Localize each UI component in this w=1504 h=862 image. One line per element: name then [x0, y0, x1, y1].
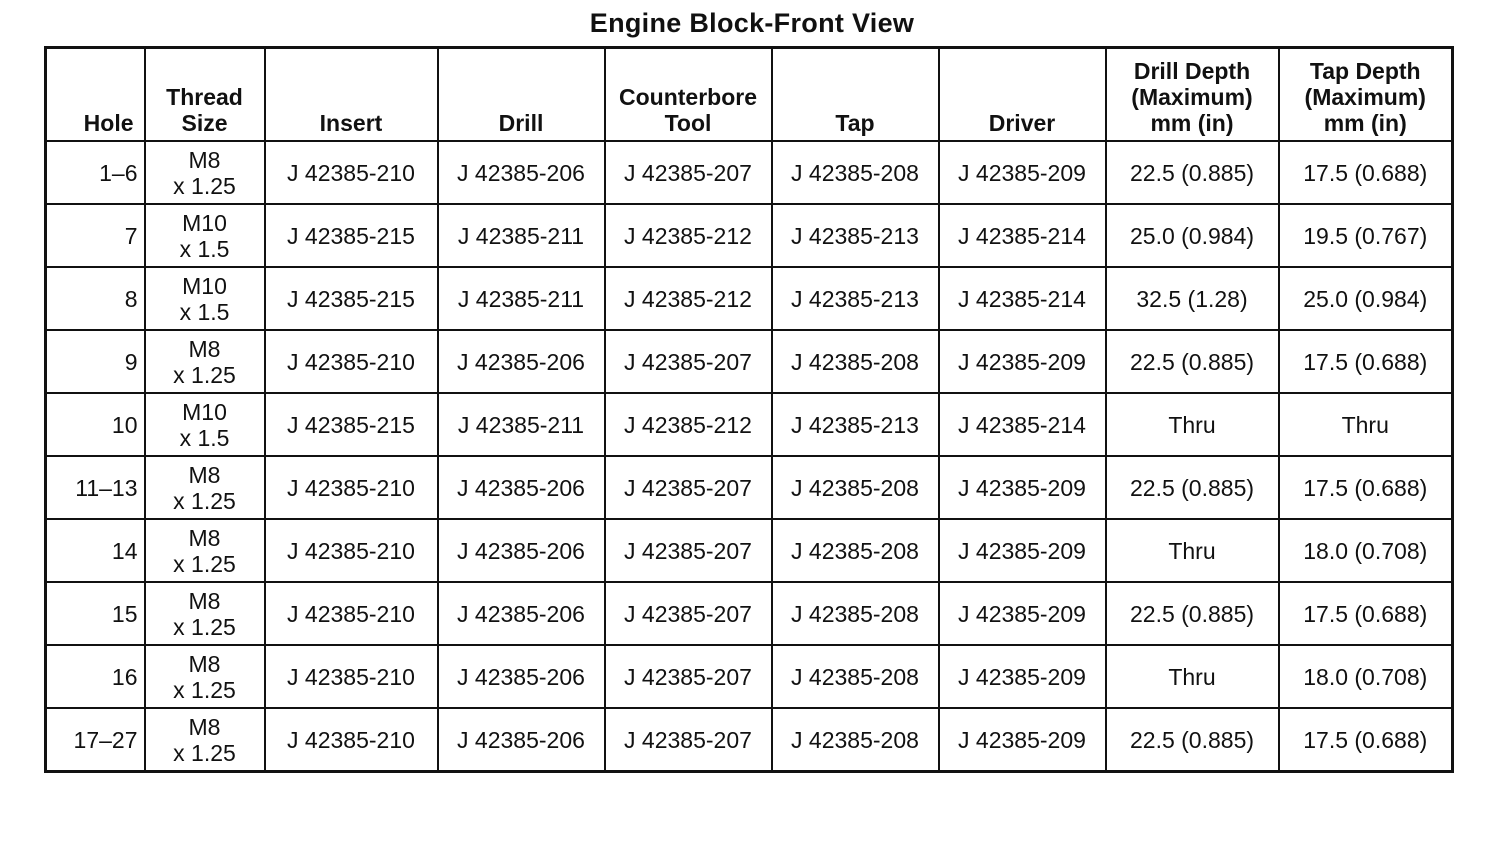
thread-size-line: M8	[188, 461, 221, 488]
cell-tap: J 42385-208	[772, 519, 939, 582]
cell-insert: J 42385-210	[265, 456, 438, 519]
cell-insert: J 42385-210	[265, 708, 438, 772]
thread-size-line: x 1.5	[179, 235, 230, 262]
cell-tap-depth: Thru	[1279, 393, 1453, 456]
table-row	[46, 519, 1453, 582]
cell-thread	[145, 582, 265, 645]
thread-size-line: x 1.25	[173, 172, 236, 199]
cell-tap: J 42385-213	[772, 267, 939, 330]
cell-drill: J 42385-206	[438, 582, 605, 645]
cell-driver: J 42385-209	[939, 330, 1106, 393]
cell-insert: J 42385-215	[265, 393, 438, 456]
cell-drill-depth: Thru	[1106, 645, 1279, 708]
column-header-tap: Tap	[772, 48, 939, 142]
cell-hole: 11–13	[46, 456, 145, 519]
cell-drill-depth: 22.5 (0.885)	[1106, 330, 1279, 393]
cell-insert: J 42385-210	[265, 141, 438, 204]
thread-size-line: M8	[188, 650, 221, 677]
thread-size-line: x 1.5	[179, 298, 230, 325]
table-row	[46, 393, 1453, 456]
cell-insert: J 42385-215	[265, 267, 438, 330]
cell-insert: J 42385-210	[265, 519, 438, 582]
cell-counterbore: J 42385-212	[605, 393, 772, 456]
cell-tap: J 42385-208	[772, 708, 939, 772]
cell-hole: 9	[46, 330, 145, 393]
thread-size-line: x 1.25	[173, 361, 236, 388]
column-header-hole: Hole	[46, 48, 145, 142]
thread-size-line: x 1.25	[173, 487, 236, 514]
cell-hole: 10	[46, 393, 145, 456]
cell-drill: J 42385-206	[438, 330, 605, 393]
table-body	[46, 141, 1453, 772]
column-header-insert: Insert	[265, 48, 438, 142]
table-row	[46, 456, 1453, 519]
cell-drill: J 42385-211	[438, 204, 605, 267]
thread-size-line: M8	[188, 524, 221, 551]
cell-drill: J 42385-206	[438, 519, 605, 582]
thread-size-line: x 1.5	[179, 424, 230, 451]
cell-driver: J 42385-214	[939, 267, 1106, 330]
cell-drill-depth: Thru	[1106, 519, 1279, 582]
table-row	[46, 204, 1453, 267]
cell-driver: J 42385-209	[939, 582, 1106, 645]
thread-size-line: x 1.25	[173, 676, 236, 703]
cell-driver: J 42385-209	[939, 645, 1106, 708]
cell-thread	[145, 456, 265, 519]
cell-hole: 14	[46, 519, 145, 582]
cell-tap: J 42385-213	[772, 204, 939, 267]
cell-tap-depth: 17.5 (0.688)	[1279, 141, 1453, 204]
cell-drill-depth: 22.5 (0.885)	[1106, 141, 1279, 204]
table-row	[46, 141, 1453, 204]
cell-drill: J 42385-206	[438, 708, 605, 772]
thread-size-line: M10	[182, 272, 227, 299]
cell-driver: J 42385-209	[939, 708, 1106, 772]
cell-driver: J 42385-209	[939, 456, 1106, 519]
column-header-driver: Driver	[939, 48, 1106, 142]
cell-driver: J 42385-209	[939, 519, 1106, 582]
cell-hole: 7	[46, 204, 145, 267]
header-row	[46, 48, 1453, 142]
cell-insert: J 42385-210	[265, 582, 438, 645]
cell-counterbore: J 42385-207	[605, 582, 772, 645]
cell-tap-depth: 18.0 (0.708)	[1279, 645, 1453, 708]
cell-counterbore: J 42385-207	[605, 519, 772, 582]
cell-counterbore: J 42385-207	[605, 141, 772, 204]
cell-insert: J 42385-210	[265, 330, 438, 393]
cell-tap-depth: 18.0 (0.708)	[1279, 519, 1453, 582]
cell-tap-depth: 17.5 (0.688)	[1279, 330, 1453, 393]
thread-size-line: M10	[182, 398, 227, 425]
cell-counterbore: J 42385-212	[605, 267, 772, 330]
cell-hole: 1–6	[46, 141, 145, 204]
cell-drill-depth: Thru	[1106, 393, 1279, 456]
cell-thread	[145, 645, 265, 708]
thread-size-line: x 1.25	[173, 550, 236, 577]
cell-hole: 15	[46, 582, 145, 645]
cell-counterbore: J 42385-207	[605, 330, 772, 393]
cell-tap: J 42385-208	[772, 645, 939, 708]
column-header-tap-depth: Tap Depth (Maximum) mm (in)	[1279, 48, 1453, 142]
cell-drill-depth: 25.0 (0.984)	[1106, 204, 1279, 267]
cell-thread	[145, 519, 265, 582]
cell-hole: 17–27	[46, 708, 145, 772]
table-row	[46, 330, 1453, 393]
cell-thread	[145, 708, 265, 772]
cell-tap: J 42385-208	[772, 456, 939, 519]
thread-size-line: x 1.25	[173, 739, 236, 766]
cell-hole: 16	[46, 645, 145, 708]
table-row	[46, 708, 1453, 772]
cell-counterbore: J 42385-212	[605, 204, 772, 267]
cell-insert: J 42385-210	[265, 645, 438, 708]
cell-tap-depth: 19.5 (0.767)	[1279, 204, 1453, 267]
table-title: Engine Block-Front View	[589, 8, 915, 38]
thread-size-line: M8	[188, 713, 221, 740]
column-header-drill-depth: Drill Depth (Maximum) mm (in)	[1106, 48, 1279, 142]
cell-insert: J 42385-215	[265, 204, 438, 267]
thread-size-line: M8	[188, 146, 221, 173]
cell-counterbore: J 42385-207	[605, 708, 772, 772]
cell-driver: J 42385-214	[939, 393, 1106, 456]
table-row	[46, 645, 1453, 708]
cell-tap: J 42385-208	[772, 582, 939, 645]
cell-thread	[145, 393, 265, 456]
cell-thread	[145, 204, 265, 267]
cell-tap: J 42385-213	[772, 393, 939, 456]
cell-drill: J 42385-206	[438, 645, 605, 708]
cell-drill-depth: 22.5 (0.885)	[1106, 456, 1279, 519]
cell-driver: J 42385-214	[939, 204, 1106, 267]
cell-thread	[145, 330, 265, 393]
cell-tap-depth: 17.5 (0.688)	[1279, 582, 1453, 645]
cell-tap: J 42385-208	[772, 141, 939, 204]
cell-driver: J 42385-209	[939, 141, 1106, 204]
cell-tap: J 42385-208	[772, 330, 939, 393]
engine-block-spec-table	[44, 46, 1454, 773]
cell-counterbore: J 42385-207	[605, 456, 772, 519]
cell-tap-depth: 17.5 (0.688)	[1279, 708, 1453, 772]
cell-hole: 8	[46, 267, 145, 330]
thread-size-line: M8	[188, 335, 221, 362]
table-row	[46, 582, 1453, 645]
cell-drill-depth: 22.5 (0.885)	[1106, 708, 1279, 772]
cell-drill-depth: 32.5 (1.28)	[1106, 267, 1279, 330]
table-row	[46, 267, 1453, 330]
column-header-drill: Drill	[438, 48, 605, 142]
cell-drill: J 42385-206	[438, 141, 605, 204]
thread-size-line: M10	[182, 209, 227, 236]
cell-drill-depth: 22.5 (0.885)	[1106, 582, 1279, 645]
cell-counterbore: J 42385-207	[605, 645, 772, 708]
cell-drill: J 42385-206	[438, 456, 605, 519]
cell-drill: J 42385-211	[438, 393, 605, 456]
cell-thread	[145, 141, 265, 204]
column-header-thread-size: Thread Size	[145, 48, 265, 142]
thread-size-line: x 1.25	[173, 613, 236, 640]
thread-size-line: M8	[188, 587, 221, 614]
cell-tap-depth: 17.5 (0.688)	[1279, 456, 1453, 519]
column-header-counterbore-tool: Counterbore Tool	[605, 48, 772, 142]
cell-drill: J 42385-211	[438, 267, 605, 330]
cell-tap-depth: 25.0 (0.984)	[1279, 267, 1453, 330]
cell-thread	[145, 267, 265, 330]
